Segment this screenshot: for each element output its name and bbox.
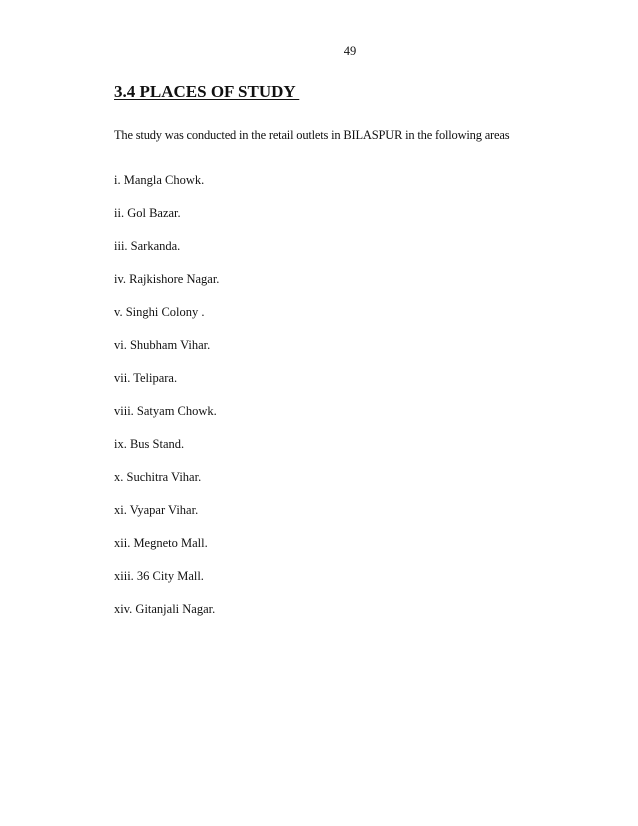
list-item: i. Mangla Chowk. — [114, 173, 205, 187]
list-item: viii. Satyam Chowk. — [114, 404, 217, 418]
list-item: ii. Gol Bazar. — [114, 206, 181, 220]
intro-paragraph: The study was conducted in the retail outlets in BILASPUR in the following areas — [114, 128, 510, 142]
list-item: xii. Megneto Mall. — [114, 536, 208, 550]
list-item: iv. Rajkishore Nagar. — [114, 272, 220, 286]
places-list — [114, 172, 219, 634]
list-item: v. Singhi Colony . — [114, 305, 205, 319]
list-item: iii. Sarkanda. — [114, 239, 181, 253]
list-item: xiv. Gitanjali Nagar. — [114, 602, 216, 616]
page-number: 49 — [343, 44, 357, 58]
list-item: ix. Bus Stand. — [114, 437, 185, 451]
list-item: vii. Telipara. — [114, 371, 178, 385]
list-item: x. Suchitra Vihar. — [114, 470, 202, 484]
list-item: xiii. 36 City Mall. — [114, 569, 204, 583]
list-item: xi. Vyapar Vihar. — [114, 503, 199, 517]
section-heading: 3.4 PLACES OF STUDY — [114, 82, 300, 101]
list-item: vi. Shubham Vihar. — [114, 338, 211, 352]
